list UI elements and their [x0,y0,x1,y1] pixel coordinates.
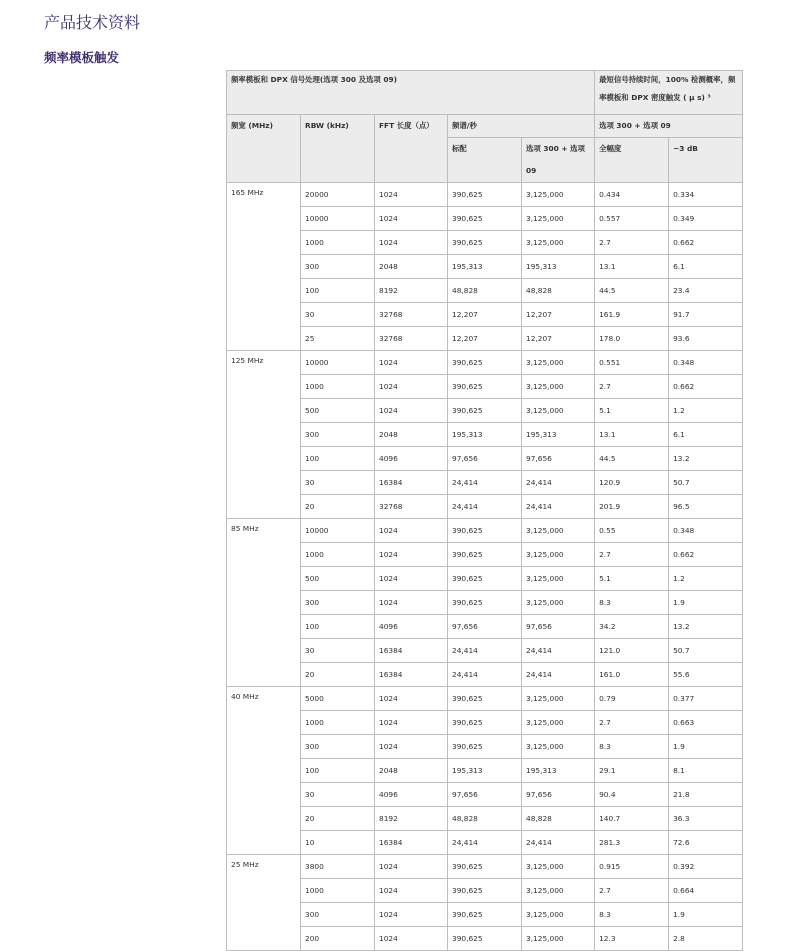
rbw-cell: 1000 [301,231,375,255]
table-row [227,423,743,447]
table-body [227,183,743,951]
frequency-mask-trigger-table [226,70,743,951]
table-row [227,303,743,327]
rbw-cell: 30 [301,471,375,495]
table-row [227,495,743,519]
rbw-cell: 5000 [301,687,375,711]
spectra-standard-cell: 97,656 [448,447,522,471]
rbw-cell: 1000 [301,879,375,903]
full-amplitude-cell: 8.3 [595,735,669,759]
spectra-option-cell: 3,125,000 [522,687,595,711]
spectra-option-cell: 24,414 [522,495,595,519]
minus-3db-cell: 55.6 [669,663,743,687]
rbw-cell: 10000 [301,351,375,375]
rbw-cell: 30 [301,783,375,807]
full-amplitude-cell: 0.551 [595,351,669,375]
rbw-cell: 1000 [301,543,375,567]
fft-cell: 1024 [375,231,448,255]
full-amplitude-cell: 140.7 [595,807,669,831]
rbw-cell: 500 [301,399,375,423]
table-row [227,231,743,255]
minus-3db-cell: 1.9 [669,903,743,927]
fft-cell: 1024 [375,399,448,423]
full-amplitude-cell: 8.3 [595,903,669,927]
spectra-option-cell: 97,656 [522,615,595,639]
minus-3db-cell: 50.7 [669,639,743,663]
minus-3db-cell: 0.662 [669,375,743,399]
minus-3db-cell: 1.9 [669,735,743,759]
table-row [227,279,743,303]
fft-cell: 1024 [375,567,448,591]
table-row [227,783,743,807]
minus-3db-cell: 1.9 [669,591,743,615]
full-amplitude-cell: 2.7 [595,231,669,255]
fft-cell: 1024 [375,735,448,759]
spectra-option-cell: 195,313 [522,255,595,279]
table-row [227,735,743,759]
header-option: 选项 300 + 选项 09 [522,138,595,183]
spectra-standard-cell: 24,414 [448,663,522,687]
table-row [227,687,743,711]
minus-3db-cell: 0.348 [669,351,743,375]
rbw-cell: 10000 [301,207,375,231]
table-row [227,639,743,663]
spectra-option-cell: 195,313 [522,423,595,447]
spectra-option-cell: 48,828 [522,279,595,303]
minus-3db-cell: 6.1 [669,255,743,279]
spectra-standard-cell: 24,414 [448,471,522,495]
full-amplitude-cell: 2.7 [595,375,669,399]
spectra-standard-cell: 12,207 [448,327,522,351]
minus-3db-cell: 0.349 [669,207,743,231]
minus-3db-cell: 0.664 [669,879,743,903]
full-amplitude-cell: 161.0 [595,663,669,687]
spectra-standard-cell: 390,625 [448,207,522,231]
fft-cell: 1024 [375,519,448,543]
fft-cell: 8192 [375,279,448,303]
fft-cell: 32768 [375,495,448,519]
spectra-option-cell: 3,125,000 [522,711,595,735]
fft-cell: 1024 [375,207,448,231]
header-signal-processing: 频率模板和 DPX 信号处理(选项 300 及选项 09) [227,71,595,115]
spectra-standard-cell: 390,625 [448,351,522,375]
table-row [227,927,743,951]
table-row [227,903,743,927]
fft-cell: 32768 [375,303,448,327]
table-row [227,855,743,879]
table-row [227,399,743,423]
table-row [227,663,743,687]
minus-3db-cell: 0.392 [669,855,743,879]
span-cell: 125 MHz [227,351,301,519]
table-row [227,471,743,495]
header-standard: 标配 [448,138,522,183]
table-row [227,207,743,231]
table-row [227,327,743,351]
header-fft-length: FFT 长度（点） [375,115,448,183]
rbw-cell: 1000 [301,375,375,399]
fft-cell: 1024 [375,711,448,735]
span-cell: 40 MHz [227,687,301,855]
full-amplitude-cell: 161.9 [595,303,669,327]
span-cell: 85 MHz [227,519,301,687]
minus-3db-cell: 50.7 [669,471,743,495]
fft-cell: 1024 [375,375,448,399]
header-min-duration: 最短信号持续时间，100% 检测概率，频率模板和 DPX 密度触发 ( μ s) ³ [595,71,743,115]
header-rbw: RBW (kHz) [301,115,375,183]
spectra-standard-cell: 24,414 [448,639,522,663]
full-amplitude-cell: 5.1 [595,399,669,423]
header-option-300-09: 选项 300 + 选项 09 [595,115,743,138]
spectra-option-cell: 3,125,000 [522,351,595,375]
full-amplitude-cell: 12.3 [595,927,669,951]
rbw-cell: 20 [301,495,375,519]
minus-3db-cell: 0.662 [669,543,743,567]
spectra-option-cell: 3,125,000 [522,399,595,423]
spectra-standard-cell: 48,828 [448,279,522,303]
rbw-cell: 100 [301,615,375,639]
rbw-cell: 100 [301,759,375,783]
rbw-cell: 10 [301,831,375,855]
spectra-option-cell: 12,207 [522,303,595,327]
rbw-cell: 300 [301,903,375,927]
spectra-option-cell: 48,828 [522,807,595,831]
rbw-cell: 20 [301,807,375,831]
minus-3db-cell: 21.8 [669,783,743,807]
spectra-option-cell: 24,414 [522,639,595,663]
spectra-option-cell: 3,125,000 [522,183,595,207]
table-row [227,711,743,735]
rbw-cell: 20 [301,663,375,687]
full-amplitude-cell: 120.9 [595,471,669,495]
minus-3db-cell: 0.377 [669,687,743,711]
spectra-standard-cell: 390,625 [448,543,522,567]
fft-cell: 1024 [375,591,448,615]
full-amplitude-cell: 13.1 [595,255,669,279]
spectra-standard-cell: 24,414 [448,831,522,855]
fft-cell: 1024 [375,927,448,951]
spectra-standard-cell: 24,414 [448,495,522,519]
table-row [227,567,743,591]
full-amplitude-cell: 90.4 [595,783,669,807]
spectra-standard-cell: 390,625 [448,183,522,207]
spectra-standard-cell: 195,313 [448,759,522,783]
full-amplitude-cell: 0.915 [595,855,669,879]
header-minus-3db: −3 dB [669,138,743,183]
spectra-option-cell: 3,125,000 [522,735,595,759]
rbw-cell: 300 [301,423,375,447]
spectra-option-cell: 3,125,000 [522,567,595,591]
minus-3db-cell: 1.2 [669,399,743,423]
table-row [227,351,743,375]
fft-cell: 1024 [375,903,448,927]
header-span: 频宽 (MHz) [227,115,301,183]
spectra-standard-cell: 390,625 [448,879,522,903]
fft-cell: 32768 [375,327,448,351]
full-amplitude-cell: 2.7 [595,879,669,903]
spectra-option-cell: 3,125,000 [522,591,595,615]
spectra-option-cell: 24,414 [522,831,595,855]
table-row [227,255,743,279]
spectra-standard-cell: 390,625 [448,231,522,255]
rbw-cell: 1000 [301,711,375,735]
spectra-option-cell: 3,125,000 [522,927,595,951]
rbw-cell: 25 [301,327,375,351]
spectra-option-cell: 3,125,000 [522,375,595,399]
minus-3db-cell: 8.1 [669,759,743,783]
full-amplitude-cell: 2.7 [595,711,669,735]
header-full-amplitude: 全幅度 [595,138,669,183]
header-spectra-per-second: 频谱/秒 [448,115,595,138]
spectra-standard-cell: 195,313 [448,423,522,447]
full-amplitude-cell: 0.55 [595,519,669,543]
full-amplitude-cell: 13.1 [595,423,669,447]
fft-cell: 4096 [375,615,448,639]
fft-cell: 2048 [375,423,448,447]
fft-cell: 16384 [375,663,448,687]
fft-cell: 4096 [375,783,448,807]
spectra-option-cell: 24,414 [522,663,595,687]
spectra-standard-cell: 390,625 [448,927,522,951]
rbw-cell: 30 [301,303,375,327]
spectra-option-cell: 3,125,000 [522,879,595,903]
minus-3db-cell: 13.2 [669,447,743,471]
spectra-standard-cell: 390,625 [448,903,522,927]
spectra-standard-cell: 390,625 [448,399,522,423]
spectra-standard-cell: 390,625 [448,855,522,879]
spectra-standard-cell: 390,625 [448,711,522,735]
spectra-option-cell: 97,656 [522,447,595,471]
table-row [227,447,743,471]
minus-3db-cell: 72.6 [669,831,743,855]
span-cell: 165 MHz [227,183,301,351]
table-row [227,807,743,831]
document-title: 产品技术资料 [44,13,141,32]
spectra-standard-cell: 390,625 [448,567,522,591]
minus-3db-cell: 0.663 [669,711,743,735]
table-row [227,615,743,639]
spectra-option-cell: 3,125,000 [522,207,595,231]
rbw-cell: 300 [301,591,375,615]
full-amplitude-cell: 44.5 [595,279,669,303]
rbw-cell: 20000 [301,183,375,207]
rbw-cell: 3800 [301,855,375,879]
fft-cell: 2048 [375,759,448,783]
spectra-standard-cell: 97,656 [448,615,522,639]
rbw-cell: 10000 [301,519,375,543]
fft-cell: 1024 [375,543,448,567]
table-row [227,879,743,903]
minus-3db-cell: 13.2 [669,615,743,639]
spectra-standard-cell: 390,625 [448,519,522,543]
spectra-standard-cell: 48,828 [448,807,522,831]
table-row [227,543,743,567]
table-row [227,831,743,855]
header-row-columns [227,115,743,138]
full-amplitude-cell: 0.557 [595,207,669,231]
table-row [227,759,743,783]
fft-cell: 1024 [375,687,448,711]
table-row [227,183,743,207]
table-row [227,375,743,399]
full-amplitude-cell: 29.1 [595,759,669,783]
full-amplitude-cell: 0.434 [595,183,669,207]
spectra-option-cell: 97,656 [522,783,595,807]
full-amplitude-cell: 34.2 [595,615,669,639]
spectra-option-cell: 3,125,000 [522,543,595,567]
spectra-standard-cell: 97,656 [448,783,522,807]
rbw-cell: 300 [301,255,375,279]
full-amplitude-cell: 8.3 [595,591,669,615]
header-row-top [227,71,743,115]
full-amplitude-cell: 201.9 [595,495,669,519]
spectra-standard-cell: 390,625 [448,687,522,711]
full-amplitude-cell: 2.7 [595,543,669,567]
spectra-standard-cell: 12,207 [448,303,522,327]
rbw-cell: 30 [301,639,375,663]
fft-cell: 16384 [375,639,448,663]
spectra-standard-cell: 195,313 [448,255,522,279]
spectra-standard-cell: 390,625 [448,591,522,615]
minus-3db-cell: 6.1 [669,423,743,447]
full-amplitude-cell: 178.0 [595,327,669,351]
full-amplitude-cell: 121.0 [595,639,669,663]
spectra-option-cell: 3,125,000 [522,903,595,927]
minus-3db-cell: 2.8 [669,927,743,951]
rbw-cell: 100 [301,447,375,471]
fft-cell: 2048 [375,255,448,279]
rbw-cell: 500 [301,567,375,591]
rbw-cell: 300 [301,735,375,759]
spectra-option-cell: 12,207 [522,327,595,351]
table-row [227,591,743,615]
minus-3db-cell: 23.4 [669,279,743,303]
spectra-standard-cell: 390,625 [448,375,522,399]
fft-cell: 16384 [375,831,448,855]
minus-3db-cell: 36.3 [669,807,743,831]
fft-cell: 1024 [375,351,448,375]
minus-3db-cell: 96.5 [669,495,743,519]
full-amplitude-cell: 44.5 [595,447,669,471]
fft-cell: 1024 [375,183,448,207]
span-cell: 25 MHz [227,855,301,951]
minus-3db-cell: 91.7 [669,303,743,327]
rbw-cell: 200 [301,927,375,951]
fft-cell: 8192 [375,807,448,831]
fft-cell: 1024 [375,855,448,879]
minus-3db-cell: 0.334 [669,183,743,207]
minus-3db-cell: 1.2 [669,567,743,591]
full-amplitude-cell: 281.3 [595,831,669,855]
spectra-option-cell: 3,125,000 [522,519,595,543]
section-title: 频率模板触发 [44,50,120,65]
spectra-standard-cell: 390,625 [448,735,522,759]
fft-cell: 1024 [375,879,448,903]
minus-3db-cell: 93.6 [669,327,743,351]
spectra-option-cell: 3,125,000 [522,855,595,879]
minus-3db-cell: 0.662 [669,231,743,255]
full-amplitude-cell: 5.1 [595,567,669,591]
minus-3db-cell: 0.348 [669,519,743,543]
fft-cell: 16384 [375,471,448,495]
table-row [227,519,743,543]
spectra-option-cell: 3,125,000 [522,231,595,255]
spectra-option-cell: 24,414 [522,471,595,495]
rbw-cell: 100 [301,279,375,303]
full-amplitude-cell: 0.79 [595,687,669,711]
fft-cell: 4096 [375,447,448,471]
spectra-option-cell: 195,313 [522,759,595,783]
